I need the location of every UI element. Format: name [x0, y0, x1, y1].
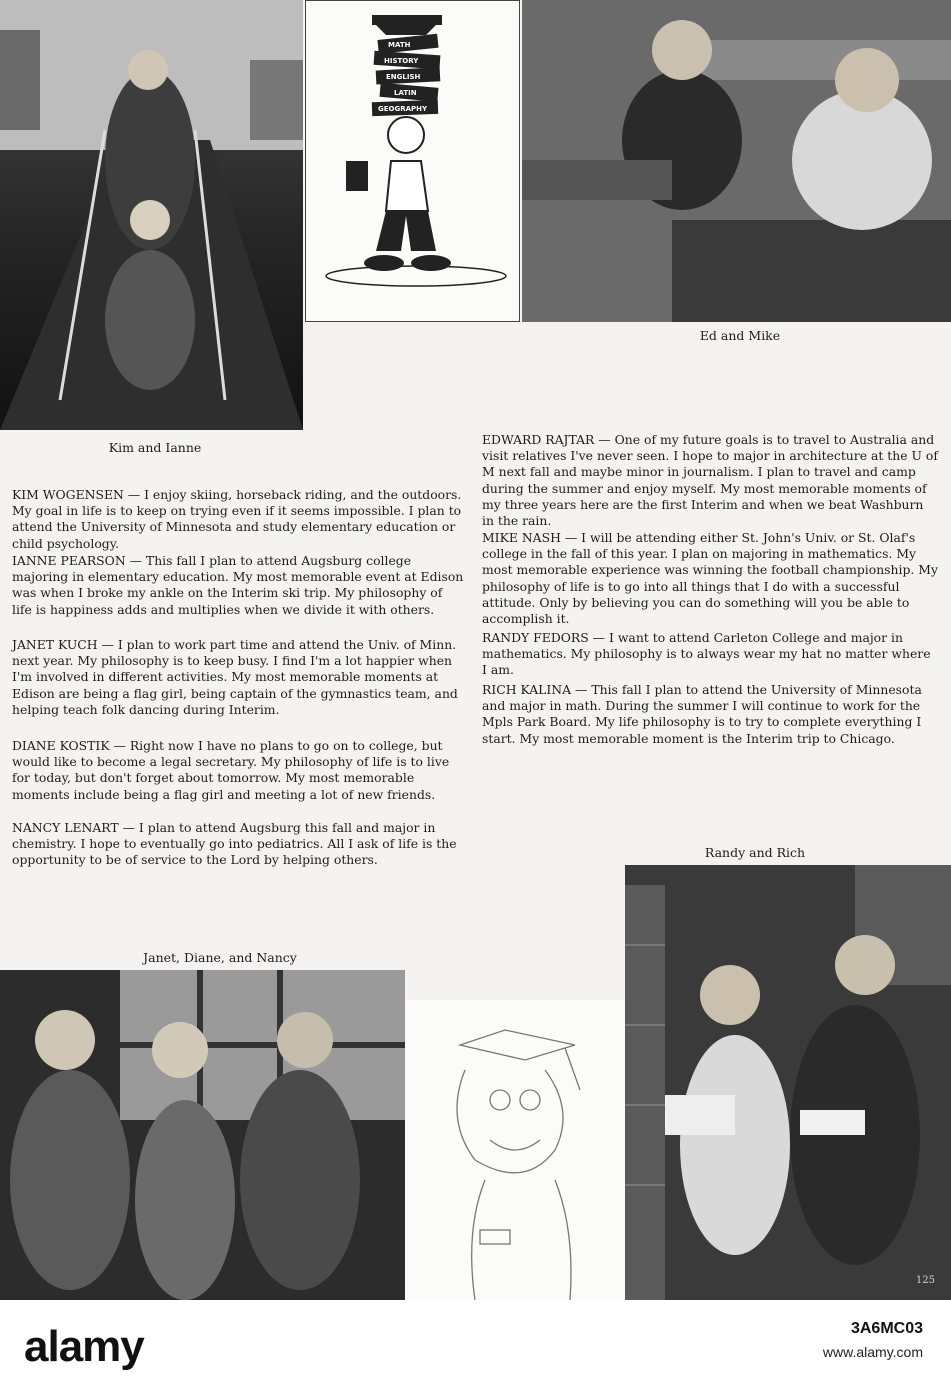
sketch-graduate-figure: [405, 1000, 625, 1300]
stock-image-id: 3A6MC03: [850, 1320, 923, 1337]
bio-ianne-pearson: IANNE PEARSON — This fall I plan to attend Augsburg college majoring in elementary education. My most memorable event at Edison was when I broke my ankle on the Interim ski trip. My philosophy of life is happiness adds and multiplies when we divide it with others.: [12, 553, 464, 617]
caption-ed-and-mike: Ed and Mike: [699, 328, 781, 343]
bio-mike-nash: MIKE NASH — I will be attending either St. John's Univ. or St. Olaf's college in the fall of this year. I plan on majoring in mathematics. My most memorable experience was winning the football championship. My philosophy of life is to go into all things that I do with a successful attitude. Only by believing you can do something will you be able to accomplish it.: [482, 530, 938, 627]
cartoon-student-with-books: [305, 0, 520, 322]
caption-randy-and-rich: Randy and Rich: [704, 845, 806, 860]
book-label: GEOGRAPHY: [378, 105, 428, 113]
classroom-photo: [522, 0, 951, 322]
stock-watermark-bar: [0, 1300, 951, 1390]
pencil-sketch: [405, 1000, 625, 1300]
book-label: ENGLISH: [386, 73, 421, 81]
three-girls-photo: [0, 970, 405, 1300]
bio-edward-rajtar: EDWARD RAJTAR — One of my future goals is to travel to Australia and visit relatives I've never seen. I hope to major in architecture at the U of M next fall and maybe minor in journalism. I plan to travel and camp during the summer and enjoy myself. My most memorable moments of my three years here are the first Interim and when we beat Washburn in the rain.: [482, 432, 938, 529]
book-label: MATH: [388, 41, 411, 49]
caption-janet-diane-nancy: Janet, Diane, and Nancy: [143, 950, 297, 965]
library-photo: [625, 865, 951, 1300]
bio-janet-kuch: JANET KUCH — I plan to work part time and attend the Univ. of Minn. next year. My philosophy is to keep busy. I find I'm a lot happier when I'm involved in different activities. My most memorable moments at Edison are being a flag girl, being captain of the gymnastics team, and helping teach folk dancing during Interim.: [12, 637, 458, 717]
stock-logo: alamy: [24, 1322, 144, 1371]
stock-url: www.alamy.com: [822, 1344, 923, 1360]
page-number: 125: [915, 1275, 935, 1286]
bio-rich-kalina: RICH KALINA — This fall I plan to attend the University of Minnesota and major in math. During the summer I will continue to work for the Mpls Park Board. My life philosophy is to try to complete everything I start. My most memorable moment is the Interim trip to Chicago.: [482, 682, 922, 746]
caption-kim-and-ianne: Kim and Ianne: [108, 440, 202, 455]
street-scene-photo: [0, 0, 303, 430]
bio-randy-fedors: RANDY FEDORS — I want to attend Carleton College and major in mathematics. My philosophy is to always wear my hat no matter where I am.: [482, 630, 931, 678]
bio-nancy-lenart: NANCY LENART — I plan to attend Augsburg this fall and major in chemistry. I hope to eventually go into pediatrics. All I ask of life is the opportunity to be of service to the Lord by helping others.: [12, 820, 457, 868]
book-label: HISTORY: [384, 57, 419, 65]
bio-diane-kostik: DIANE KOSTIK — Right now I have no plans to go on to college, but would like to become a legal secretary. My philosophy of life is to live for today, but don't forget about tomorrow. My most memorable moments include being a flag girl and meeting a lot of new friends.: [12, 738, 450, 802]
photo-janet-diane-and-nancy: [0, 970, 405, 1300]
bio-kim-wogensen: KIM WOGENSEN — I enjoy skiing, horseback riding, and the outdoors. My goal in life is to keep on trying even if it seems impossible. I plan to attend the University of Minnesota and study elementary education or child psychology.: [12, 487, 462, 551]
cartoon-drawing: [306, 1, 519, 321]
book-label: LATIN: [394, 89, 417, 97]
photo-kim-and-ianne: [0, 0, 303, 430]
photo-randy-and-rich: [625, 865, 951, 1300]
photo-ed-and-mike: [522, 0, 951, 322]
